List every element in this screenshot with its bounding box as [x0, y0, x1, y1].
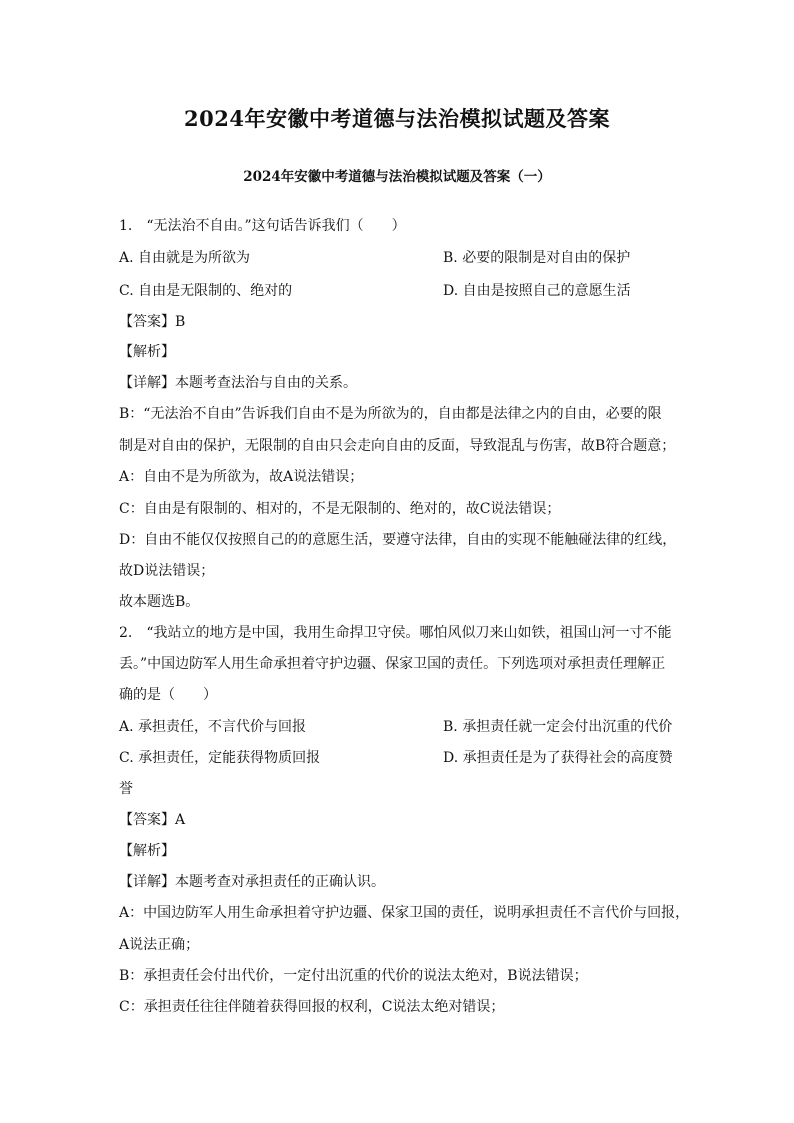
q2-option-d-continued: 誉: [119, 781, 133, 797]
q1-explain-line: 故D说法错误；: [119, 563, 215, 579]
q1-explain-line: D：自由不能仅仅按照自己的的意愿生活，要遵守法律，自由的实现不能触碰法律的红线，: [119, 532, 677, 548]
q2-explain-line: A：中国边防军人用生命承担着守护边疆、保家卫国的责任，说明承担责任不言代价与回报，: [119, 905, 690, 921]
q1-option-b: B. 必要的限制是对自由的保护: [443, 250, 631, 266]
q1-option-a: A. 自由就是为所欲为: [119, 250, 251, 266]
q2-explain-line: C：承担责任往往伴随着获得回报的权利，C说法太绝对错误；: [119, 999, 505, 1015]
q2-detail: 【详解】本题考查对承担责任的正确认识。: [119, 874, 385, 890]
q2-analysis-label: 【解析】: [119, 843, 175, 859]
q2-explain-line: B：承担责任会付出代价，一定付出沉重的代价的说法太绝对，B说法错误；: [119, 968, 588, 984]
q2-explain-line: A说法正确；: [119, 937, 200, 953]
q1-explain-line: B：“无法治不自由”告诉我们自由不是为所欲为的，自由都是法律之内的自由，必要的限: [119, 406, 662, 422]
q1-option-c: C. 自由是无限制的、绝对的: [119, 283, 293, 299]
q2-option-b: B. 承担责任就一定会付出沉重的代价: [443, 719, 673, 735]
question-2-stem: 确的是（ ）: [119, 687, 217, 703]
q1-conclusion: 故本题选B。: [119, 594, 200, 610]
question-2-stem: 丢。”中国边防军人用生命承担着守护边疆、保家卫国的责任。下列选项对承担责任理解正: [119, 656, 666, 672]
q2-option-c: C. 承担责任，定能获得物质回报: [119, 750, 321, 766]
q1-explain-line: A：自由不是为所欲为，故A说法错误；: [119, 469, 364, 485]
q2-option-d: D. 承担责任是为了获得社会的高度赞: [443, 750, 673, 766]
q1-detail: 【详解】本题考查法治与自由的关系。: [119, 375, 357, 391]
q1-answer: 【答案】B: [119, 314, 186, 330]
q1-analysis-label: 【解析】: [119, 344, 175, 360]
question-2-stem: 2. “我站立的地方是中国，我用生命捍卫守侯。哪怕风似刀来山如铁，祖国山河一寸不能: [119, 625, 672, 641]
q1-explain-line: C：自由是有限制的、相对的，不是无限制的、绝对的，故C说法错误；: [119, 501, 561, 517]
document-subtitle: 2024年安徽中考道德与法治模拟试题及答案（一）: [243, 169, 551, 185]
q2-option-a: A. 承担责任，不言代价与回报: [119, 719, 307, 735]
document-title: 2024年安徽中考道德与法治模拟试题及答案: [184, 106, 610, 131]
q1-option-d: D. 自由是按照自己的意愿生活: [443, 283, 631, 299]
q2-answer: 【答案】A: [119, 812, 186, 828]
question-1-stem: 1. “无法治不自由。”这句话告诉我们（ ）: [119, 218, 406, 234]
q1-explain-line: 制是对自由的保护，无限制的自由只会走向自由的反面，导致混乱与伤害，故B符合题意；: [119, 438, 676, 454]
